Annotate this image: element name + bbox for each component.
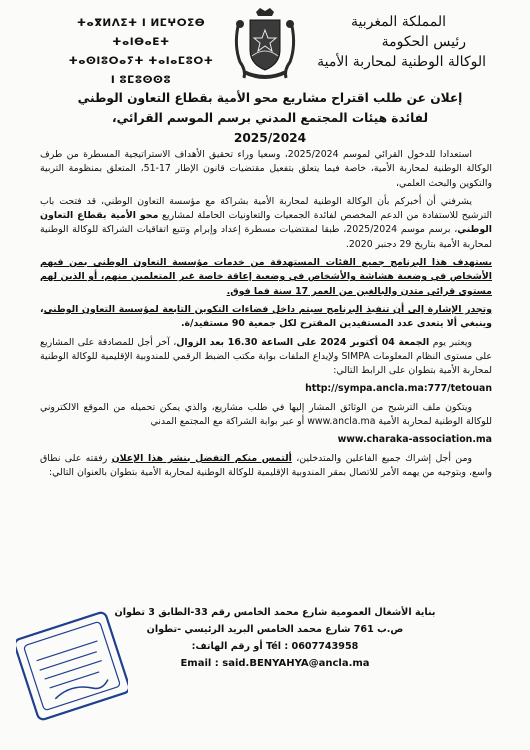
charaka-link[interactable]: www.charaka-association.ma (337, 434, 492, 446)
text-span: ومن أجل إشراك جميع الفاعلين والمتدخلين، (291, 452, 472, 464)
header-amazigh-line: ⵜⴰⵏⴱⴰⴹⵜ (112, 36, 170, 48)
announcement-body (40, 148, 492, 484)
paragraph-note (40, 303, 492, 332)
title-line: لفائدة هيئات المجتمع المدني برسم الموسم القرائي، (111, 111, 429, 125)
header-agency: الوكالة الوطنية لمحاربة الأمية (317, 54, 486, 70)
header-government: رئيس الحكومة (381, 34, 466, 50)
text-span-bold: محو الأمية بقطاع التعاون الوطني (40, 210, 492, 236)
title-year: 2025/2024 (233, 131, 307, 145)
url-line (40, 382, 492, 396)
official-stamp-icon (16, 610, 128, 722)
paragraph-target: يستهدف هذا البرنامج جميع الفئات المستهدفة من خدمات مؤسسة التعاون الوطني بمن فيهم الأشخاص في وضعية هشاشة والأشخاص في وضعية إعاقة خاصة غير المتعلمين منهم، أو الذين لهم مستوى قرائي متدن والبالغين من العمر 17 سنة فما فوق. (40, 257, 492, 297)
text-span-underlined: ألتمس منكم التفضل بنشر هذا الإعلان (111, 452, 292, 464)
text-span: ، برسم موسم 2025/2024، طبقا لمقتضيات مسطرة إعداد وإبرام وتتبع اتفاقيات الشراكة للوكالة الوطنية لمحاربة الأمية بتاريخ 29 دجنبر 2020. (40, 224, 492, 250)
url-line (40, 433, 492, 447)
paragraph-file: ويتكون ملف الترشيح من الوثائق المشار إليها في طلب مشاريع، والذي يمكن تحميله من الموقع الالكتروني للوكالة الوطنية لمحاربة الأمية www.ancla.ma أو عبر بوابة الشراكة مع المجتمع المدني (40, 401, 492, 428)
address-pobox: ص.ب 761 شارع محمد الخامس البريد الرئيسي -تطوان (146, 624, 404, 635)
address-phone: Tél : 0607743958 أو رقم الهاتف: (191, 641, 359, 652)
address-email: Email : said.BENYAHYA@ancla.ma (180, 658, 370, 669)
paragraph-deadline (40, 336, 492, 379)
text-span-underlined: وتجدر الإشارة إلى أن تنفيذ البرنامج سيتم داخل فضاءات التكوين التابعة لمؤسسة التعاون الوطني (43, 303, 492, 315)
header-amazigh-line: ⵜⴰⴳⵍⴷⵉⵜ ⵏ ⵍⵎⵖⵔⵉⴱ (76, 17, 206, 29)
text-span: ويعتبر يوم (429, 336, 472, 348)
header-amazigh-block (66, 14, 216, 90)
paragraph-call (40, 195, 492, 252)
text-span: ، آخر أجل للمصادقة على المشاريع على مستوى النظام المعلومات SIMPA ولإيداع الملفات بوابة مكتب الضبط الرقمي للمندوبية الإقليمية للوكالة الوطنية لمحاربة الأمية بتطوان على الرابط التالي: (40, 336, 493, 377)
paragraph-request (40, 452, 492, 481)
submission-link[interactable]: http://sympa.ancla.ma:777/tetouan (305, 383, 492, 395)
royal-emblem-icon (230, 6, 300, 84)
text-span-bold: ، وينبغي ألا يتعدى عدد المستفيدين المقترح لكل جمعية 90 مستفيد/ة. (40, 303, 492, 330)
header-amazigh-line: ⵜⴰⵙⵏⵓⵔⴰⵢⵜ ⵜⴰⵏⴰⵎⵓⵔⵜ ⵏ ⵓⵎⵓⵙⵙⵓ (68, 55, 214, 86)
announcement-title (60, 88, 480, 148)
address-street: بناية الأشغال العمومية شارع محمد الخامس رقم 33-الطابق 3 تطوان (114, 607, 436, 618)
text-span-bold: الجمعة 04 أكتوبر 2024 على الساعة 16.30 بعد الزوال (176, 336, 430, 348)
header-kingdom: المملكة المغربية (350, 14, 446, 30)
paragraph-intro: استعدادا للدخول القرائي لموسم 2025/2024، وسعيا وراء تحقيق الأهداف الاستراتيجية المسطرة من طرف الوكالة الوطنية لمحاربة الأمية، خاصة فيما يتعلق بتفعيل مقتضيات قانون الإطار 17-51، المتعلق بمنظومة التربية والتكوين والبحث العلمي، (40, 149, 492, 189)
text-span: رفقته على نطاق واسع، وبتوجيه من يهمه الأمر للاتصال بمقر المندوبية الإقليمية للوكالة الوطنية لمحاربة الأمية بتطوان بالعنوان التالي: (40, 452, 492, 478)
text-span: يشرفني أن أخبركم بأن الوكالة الوطنية لمحاربة الأمية بشراكة مع مؤسسة التعاون الوطني، قد فتحت باب الترشيح للاستفادة من الدعم المخصص لفائدة الجمعيات والتعاونيات الحاملة لمشاريع (40, 195, 492, 222)
header-arabic-block (316, 12, 486, 72)
title-line: إعلان عن طلب اقتراح مشاريع محو الأمية بقطاع التعاون الوطني (77, 91, 463, 105)
